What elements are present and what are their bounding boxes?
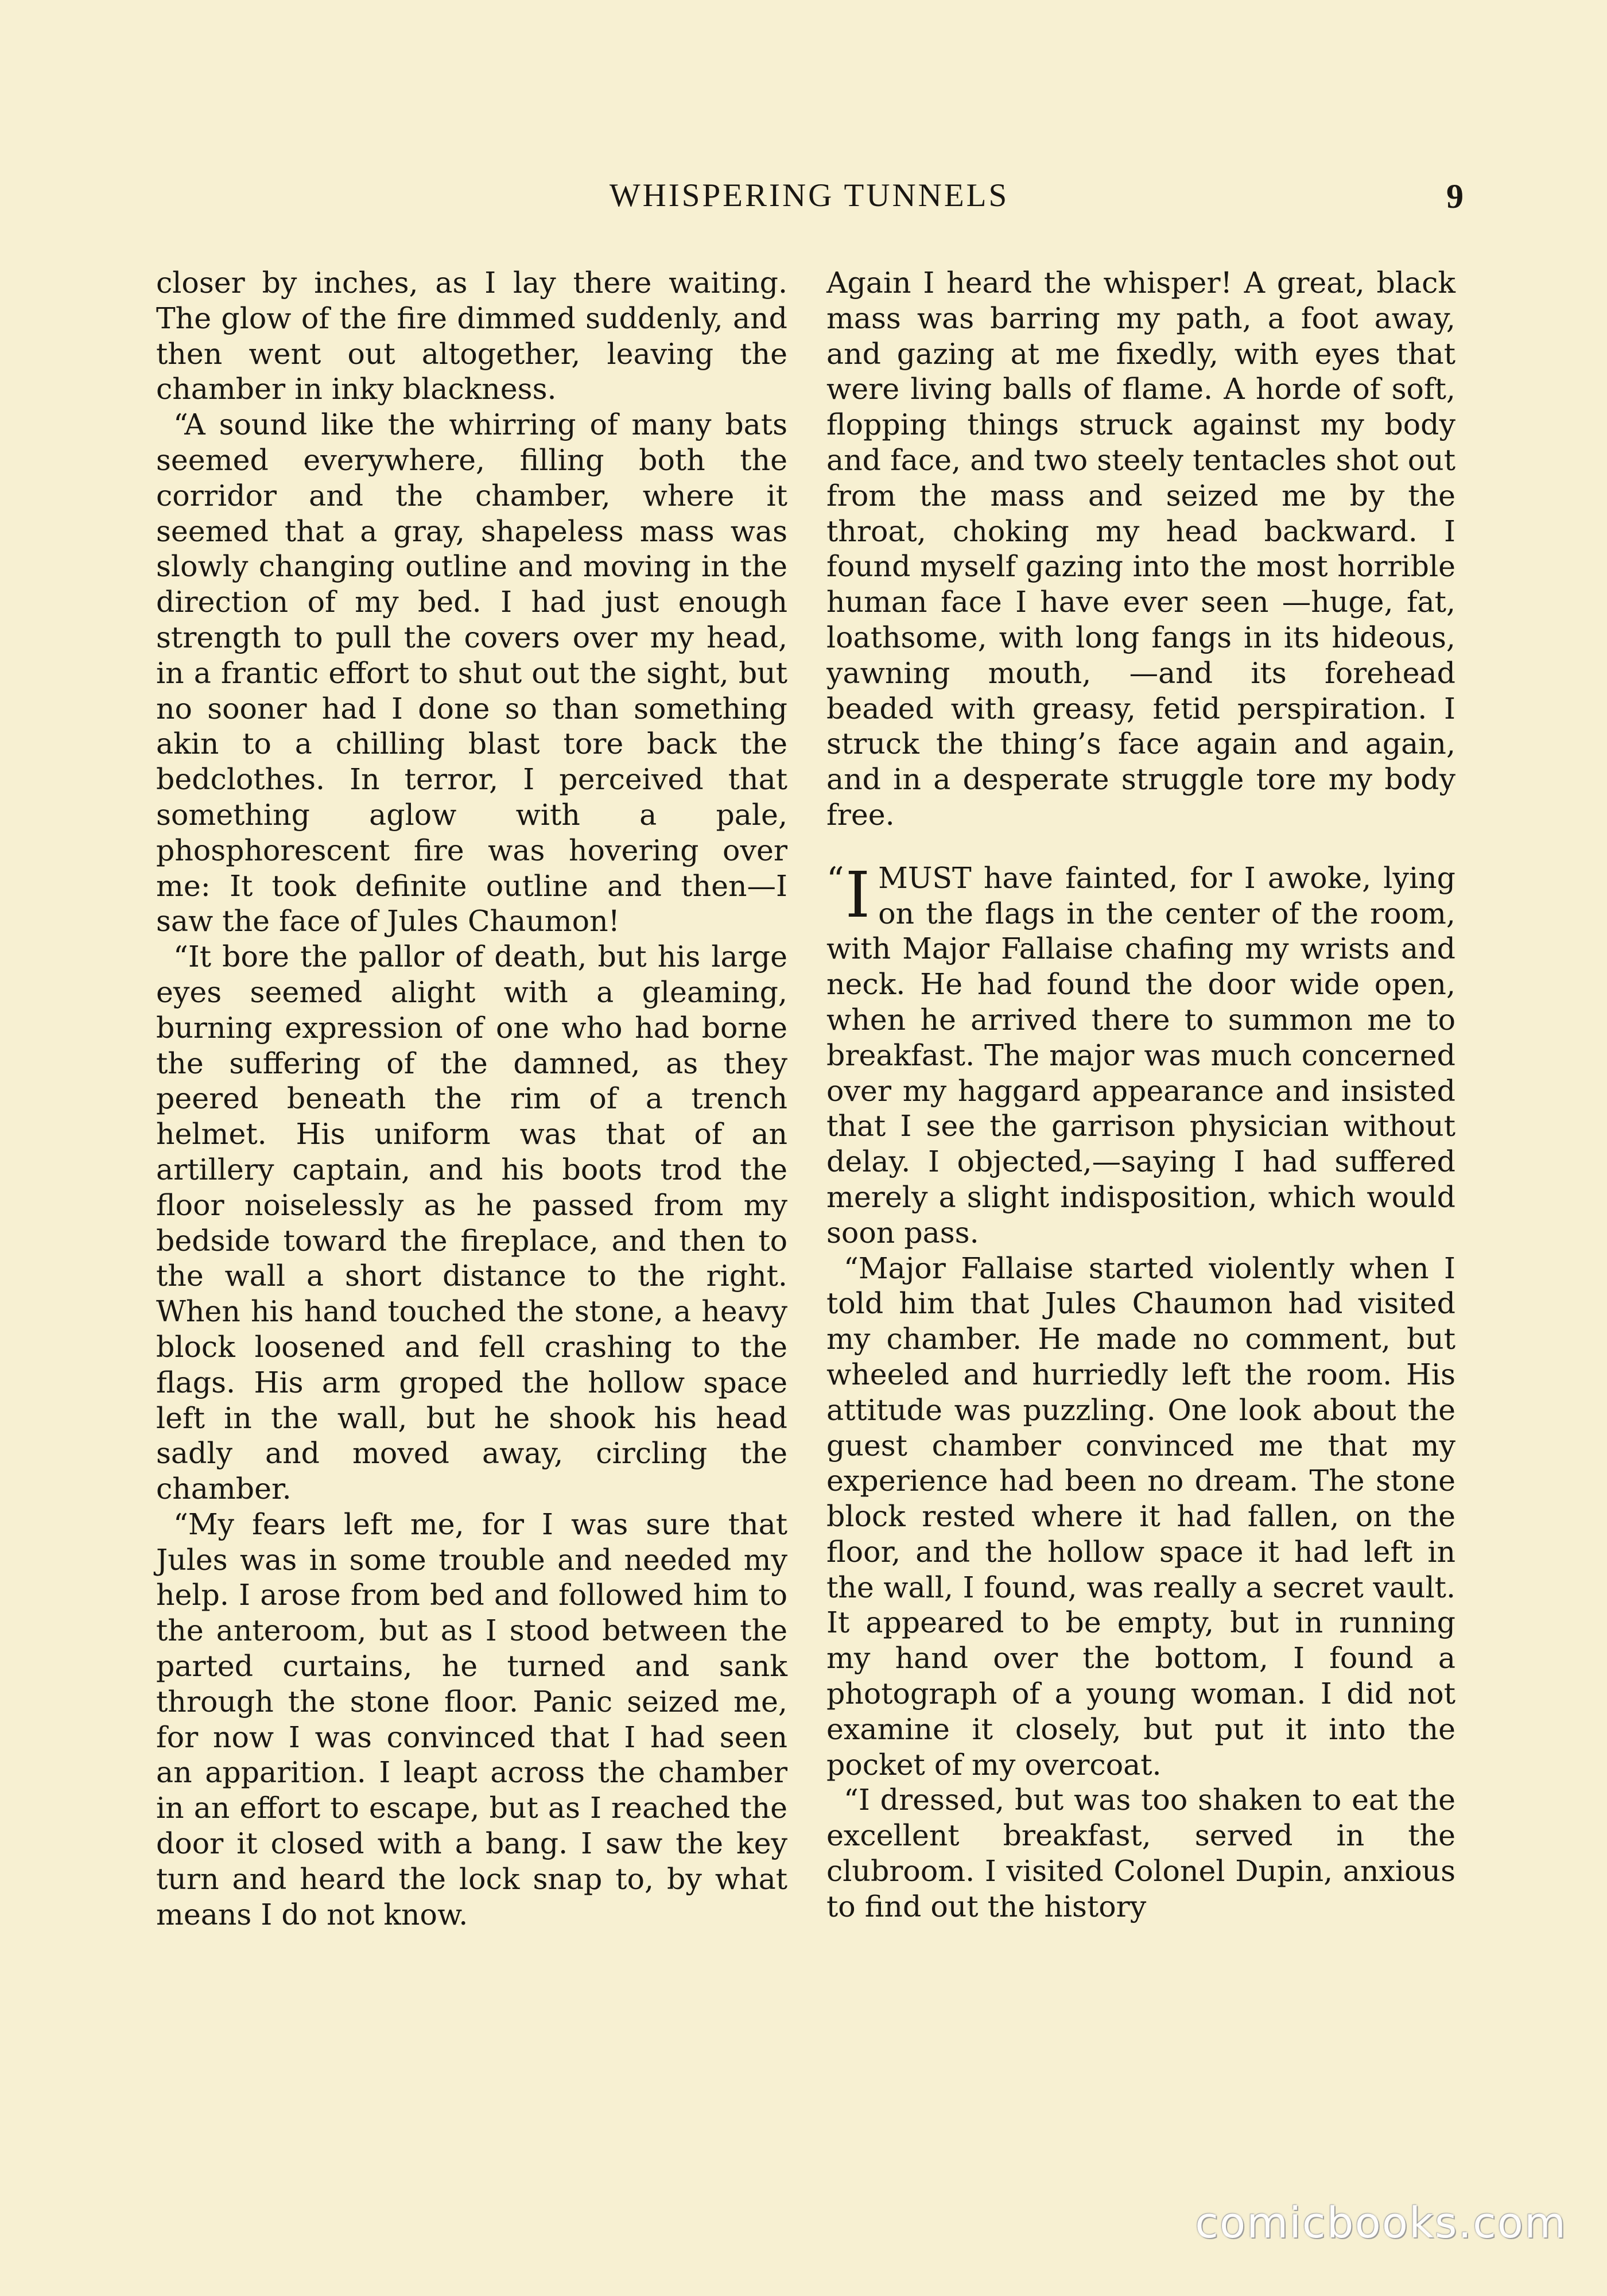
paragraph: “I dressed, but was too shaken to eat the excellent breakfast, served in the clubroom. I visited Colonel Dupin, anxious to find out the history	[826, 1783, 1455, 1923]
drop-cap: I	[845, 858, 871, 932]
running-head	[155, 177, 1464, 223]
paragraph: Again I heard the whisper! A great, black mass was barring my path, a foot away, and gazing at me fixedly, with eyes that were living balls of flame. A horde of soft, flopping things struck against my body and face, and two steely tentacles shot out from the mass and seized me by the throat, choking my head backward. I found myself gazing into the most horrible human face I have ever seen —huge, fat, loathsome, with long fangs in its hideous, yawning mouth, —and its forehead beaded with greasy, fetid perspiration. I struck the thing’s face again and again, and in a desperate struggle tore my body free.	[826, 266, 1455, 832]
paragraph: “It bore the pallor of death, but his large eyes seemed alight with a gleaming, burning expression of one who had borne the suffering of the damned, as they peered beneath the rim of a trench helmet. His uniform was that of an artillery captain, and his boots trod the floor noiselessly as he passed from my bedside toward the fireplace, and then to the wall a short distance to the right. When his hand touched the stone, a heavy block loosened and fell crashing to the flags. His arm groped the hollow space left in the wall, but he shook his head sadly and moved away, circling the chamber.	[156, 940, 787, 1506]
page-number: 9	[1446, 177, 1464, 215]
paragraph-text: MUST have fainted, for I awoke, lying on the flags in the center of the room, with Major Fallaise chafing my wrists and neck. He had found the door wide open, when he arrived there to summon me to breakfast. The major was much concerned over my haggard appearance and insisted that I see the garrison physician without delay. I objected,—saying I had suffered merely a slight indisposition, which would soon pass.	[826, 860, 1455, 1250]
watermark-logo: comicbooks.com	[1195, 2198, 1567, 2248]
right-column	[826, 265, 1455, 1925]
running-title: WHISPERING TUNNELS	[609, 177, 1010, 214]
paragraph: “My fears left me, for I was sure that Jules was in some trouble and needed my help. I arose from bed and followed him to the anteroom, but as I stood between the parted curtains, he turned and sank through the stone floor. Panic seized me, for now I was convinced that I had seen an apparition. I leapt across the chamber in an effort to escape, but as I reached the door it closed with a bang. I saw the key turn and heard the lock snap to, by what means I do not know.	[156, 1507, 787, 1932]
opening-quote: “	[826, 859, 844, 900]
left-column	[156, 265, 787, 1932]
paragraph: closer by inches, as I lay there waiting. The glow of the fire dimmed suddenly, and then went out altogether, leaving the chamber in inky blackness.	[156, 266, 787, 406]
paragraph: “Major Fallaise started violently when I told him that Jules Chaumon had visited my chamber. He made no comment, but wheeled and hurriedly left the room. His attitude was puzzling. One look about the guest chamber convinced me that my experience had been no dream. The stone block rested where it had fallen, on the floor, and the hollow space it had left in the wall, I found, was really a secret vault. It appeared to be empty, but in running my hand over the bottom, I found a photograph of a young woman. I did not examine it closely, but put it into the pocket of my overcoat.	[826, 1251, 1455, 1782]
paragraph: “A sound like the whirring of many bats seemed everywhere, filling both the corridor and the chamber, where it seemed that a gray, shapeless mass was slowly changing outline and moving in the direction of my bed. I had just enough strength to pull the covers over my head, in a frantic effort to shut out the sight, but no sooner had I done so than something akin to a chilling blast tore back the bedclothes. In terror, I perceived that something aglow with a pale, phosphorescent fire was hovering over me: It took definite outline and then—I saw the face of Jules Chaumon!	[156, 408, 787, 938]
paragraph-with-drop-cap	[826, 860, 1455, 1251]
